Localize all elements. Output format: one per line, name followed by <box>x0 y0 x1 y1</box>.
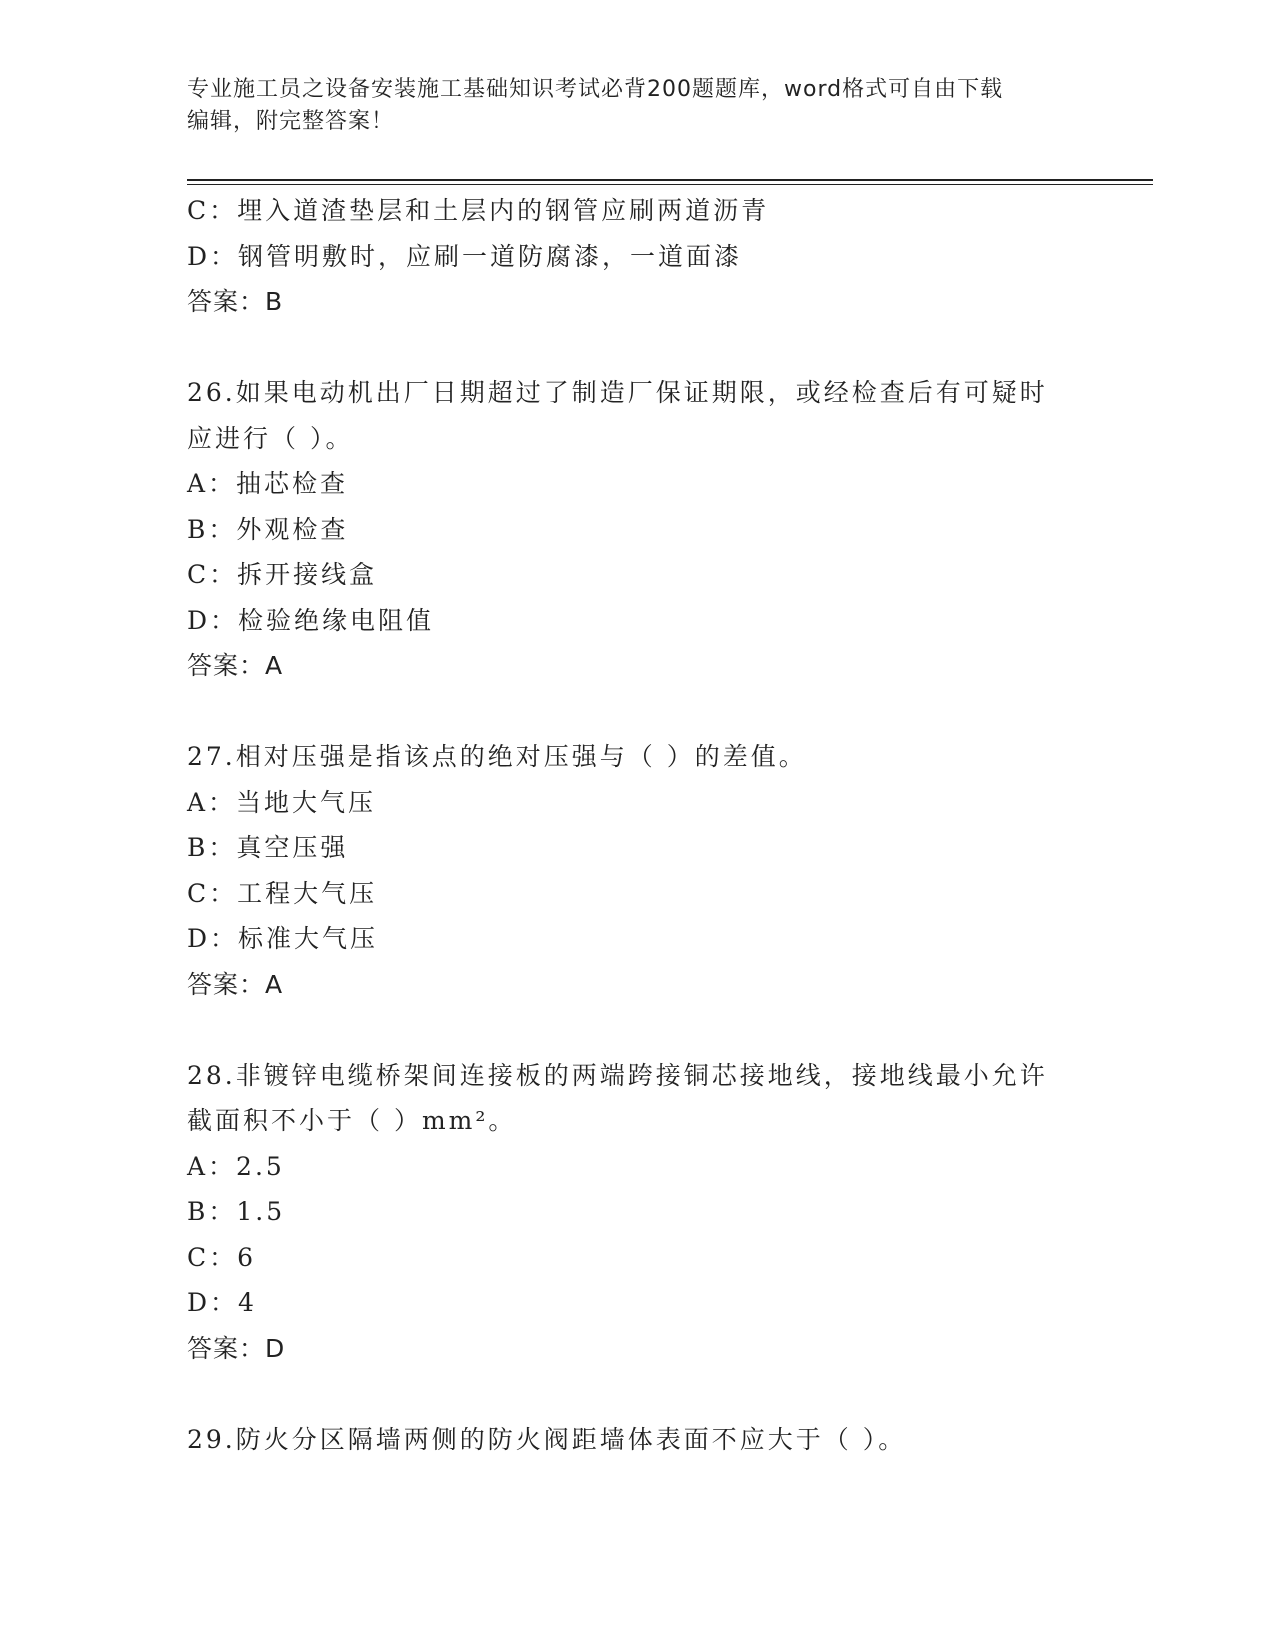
option-a: A：2.5 <box>187 1151 285 1181</box>
answer: 答案：D <box>187 1333 286 1363</box>
question-stem-cont: 截面积不小于（ ）mm²。 <box>187 1106 517 1135</box>
option-c: C：拆开接线盒 <box>187 560 378 589</box>
option-d: D：4 <box>187 1288 257 1317</box>
question-stem: 27.相对压强是指该点的绝对压强与（ ）的差值。 <box>187 742 807 771</box>
header-line-2: 编辑，附完整答案！ <box>187 109 395 134</box>
option-b: B：外观检查 <box>187 514 349 544</box>
question-25-continued <box>187 188 1087 325</box>
question-28 <box>187 1053 1087 1372</box>
header-divider-thick <box>187 179 1153 181</box>
option-b: B：真空压强 <box>187 833 349 862</box>
question-stem: 26.如果电动机出厂日期超过了制造厂保证期限，或经检查后有可疑时 <box>187 378 1048 407</box>
option-b: B：1.5 <box>187 1197 286 1226</box>
question-stem-cont: 应进行（ ）。 <box>187 423 354 453</box>
answer: 答案：B <box>187 287 284 316</box>
option-c: C：6 <box>187 1242 257 1272</box>
option-c: C：工程大气压 <box>187 878 378 908</box>
option-d: D：检验绝缘电阻值 <box>187 605 435 635</box>
answer: 答案：A <box>187 969 284 999</box>
question-list <box>187 188 1087 1462</box>
question-stem: 28.非镀锌电缆桥架间连接板的两端跨接铜芯接地线，接地线最小允许 <box>187 1060 1048 1090</box>
answer: 答案：A <box>187 651 284 680</box>
option-a: A：抽芯检查 <box>187 469 349 498</box>
document-header <box>187 74 1067 138</box>
header-line-1: 专业施工员之设备安装施工基础知识考试必背200题题库，word格式可自由下载 <box>187 77 1004 102</box>
option-d: D：钢管明敷时，应刷一道防腐漆，一道面漆 <box>187 241 743 271</box>
question-27 <box>187 734 1087 1007</box>
option-a: A：当地大气压 <box>187 787 377 817</box>
question-26 <box>187 370 1087 689</box>
option-c: C：埋入道渣垫层和土层内的钢管应刷两道沥青 <box>187 196 770 225</box>
option-d: D：标准大气压 <box>187 924 379 953</box>
header-divider-thin <box>187 184 1153 185</box>
question-29 <box>187 1417 1087 1463</box>
question-stem: 29.防火分区隔墙两侧的防火阀距墙体表面不应大于（ ）。 <box>187 1424 907 1454</box>
